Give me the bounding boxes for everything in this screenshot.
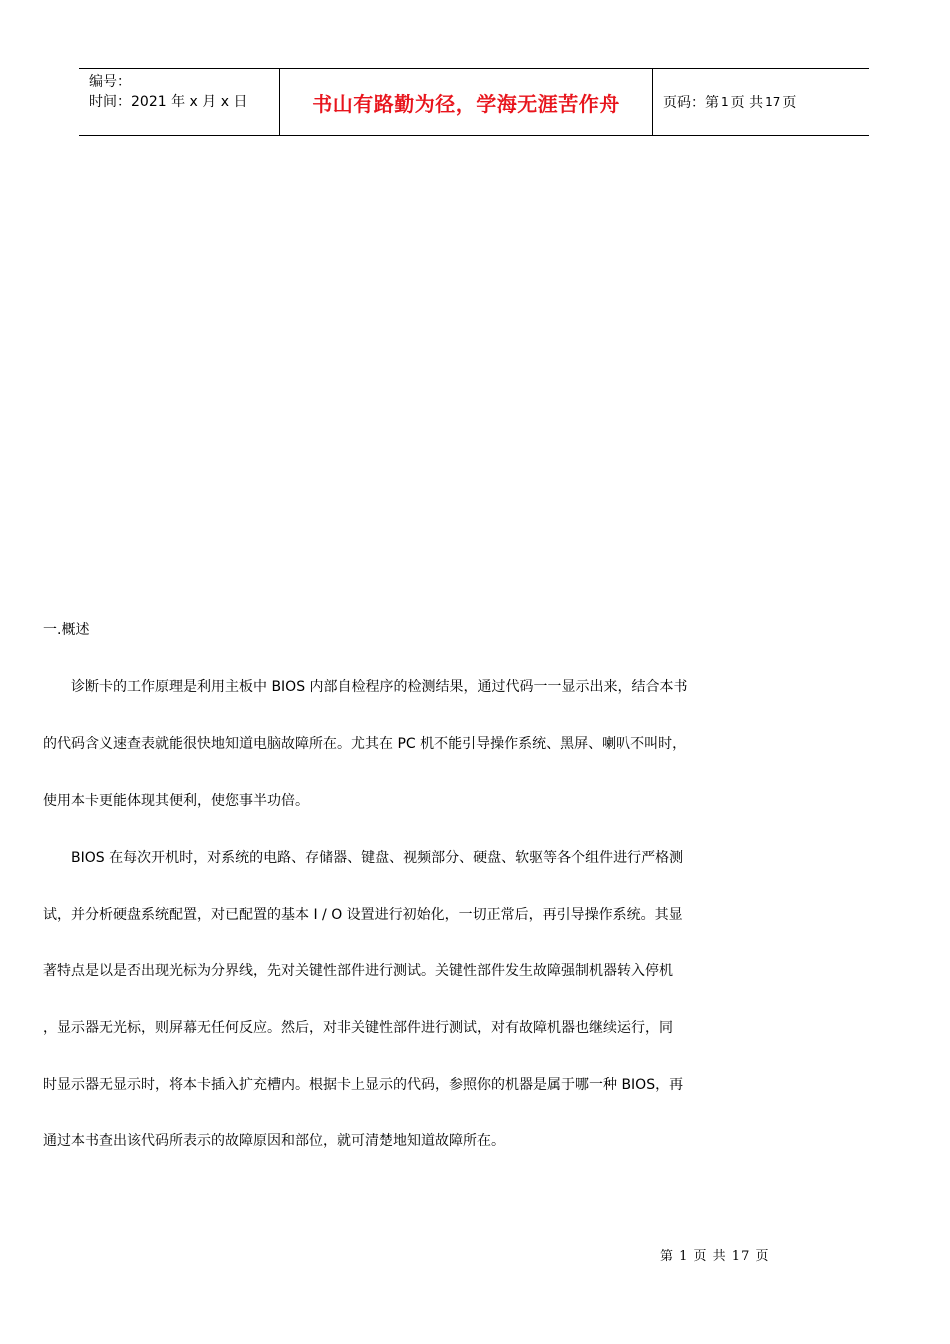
- header-motto-cell: [280, 69, 653, 135]
- page-total: 17: [765, 95, 781, 109]
- body-line: 时显示器无显示时，将本卡插入扩充槽内。根据卡上显示的代码，参照你的机器是属于哪一种 BIOS，再: [43, 1077, 684, 1093]
- header-motto: 书山有路勤为径，学海无涯苦作舟: [312, 91, 620, 116]
- header-table: [79, 68, 869, 136]
- page-current: 1: [721, 95, 729, 109]
- body-line: 诊断卡的工作原理是利用主板中 BIOS 内部自检程序的检测结果，通过代码一一显示出来，结合本书: [43, 679, 688, 695]
- body-line: 著特点是以是否出现光标为分界线，先对关键性部件进行测试。关键性部件发生故障强制机器转入停机: [43, 963, 673, 979]
- body-line: 使用本卡更能体现其便利，使您事半功倍。: [43, 793, 309, 809]
- body-line: BIOS 在每次开机时，对系统的电路、存储器、键盘、视频部分、硬盘、软驱等各个组件进行严格测: [43, 850, 684, 866]
- body-line: ，显示器无光标，则屏幕无任何反应。然后，对非关键性部件进行测试，对有故障机器也继续运行，同: [43, 1020, 673, 1036]
- body-line: 的代码含义速查表就能很快地知道电脑故障所在。尤其在 PC 机不能引导操作系统、黑屏、喇叭不叫时，: [43, 736, 687, 752]
- body-line: 试，并分析硬盘系统配置，对已配置的基本 I / O 设置进行初始化，一切正常后，再引导操作系统。其显: [43, 907, 683, 923]
- section-heading: 一.概述: [43, 622, 90, 638]
- page-suffix: 页: [782, 95, 797, 111]
- page-prefix: 页码：第: [663, 95, 719, 111]
- header-page-cell: [653, 69, 869, 135]
- page-mid: 页 共: [730, 95, 764, 111]
- document-time-label: 时间：2021 年 x 月 x 日: [89, 94, 248, 110]
- header-meta-cell: [79, 69, 280, 135]
- document-number-label: 编号：: [89, 74, 131, 90]
- body-line: 通过本书查出该代码所表示的故障原因和部位，就可清楚地知道故障所在。: [43, 1133, 505, 1149]
- page-footer: 第 1 页 共 17 页: [660, 1249, 770, 1264]
